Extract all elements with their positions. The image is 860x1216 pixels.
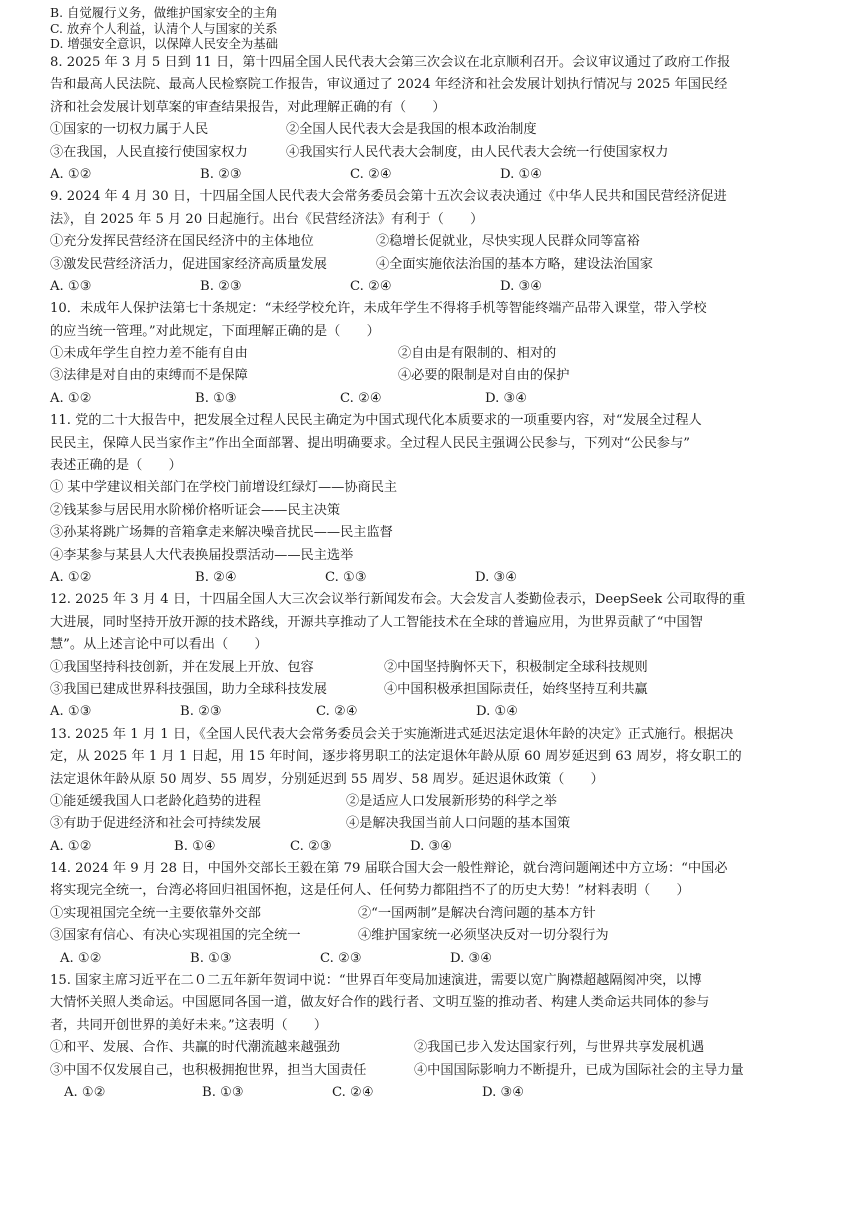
question-stem: 9. 2024 年 4 月 30 日，十四届全国人民代表大会常务委员会第十五次会议表决通过《中华人民共和国民营经济促进 [50, 189, 727, 205]
statement: ①充分发挥民营经济在国民经济中的主体地位 [50, 234, 314, 250]
question-stem: 民民主，保障人民当家作主”作出全面部署、提出明确要求。全过程人民民主强调公民参与，下列对“公民参与” [50, 435, 691, 451]
option-a: A. ①② [60, 950, 102, 966]
option-d: D. ③④ [410, 838, 453, 854]
question-stem: 慧”。从上述言论中可以看出（ ） [50, 637, 268, 653]
option-d: D. ③④ [500, 278, 543, 294]
statement: ③法律是对自由的束缚而不是保障 [50, 368, 248, 384]
question-stem: 告和最高人民法院、最高人民检察院工作报告，审议通过了 2024 年经济和社会发展计划执行情况与 2025 年国民经 [50, 77, 728, 93]
option-b: B. ②③ [200, 166, 242, 182]
statement: ①能延缓我国人口老龄化趋势的进程 [50, 793, 261, 809]
question-9 [50, 186, 820, 298]
answer-options [50, 836, 820, 858]
question-10 [50, 298, 820, 410]
option-d: D. ③④ [485, 390, 528, 406]
statement: ②稳增长促就业，尽快实现人民群众同等富裕 [376, 234, 640, 250]
option-d: D. ③④ [475, 569, 518, 585]
statement: ③我国已建成世界科技强国，助力全球科技发展 [50, 681, 327, 697]
statement: ④李某参与某县人大代表换届投票活动——民主选举 [50, 547, 354, 563]
statement: ②中国坚持胸怀天下，积极制定全球科技规则 [384, 659, 648, 675]
option-b: B. 自觉履行义务，做维护国家安全的主角 [50, 5, 278, 20]
question-14 [50, 858, 820, 970]
option-a: A. ①② [50, 390, 92, 406]
statement: ①国家的一切权力属于人民 [50, 122, 209, 138]
option-b: B. ②③ [180, 704, 222, 720]
statement: ④是解决我国当前人口问题的基本国策 [346, 816, 571, 832]
option-c: C. 放弃个人利益，认清个人与国家的关系 [50, 20, 278, 36]
statement-row [50, 1060, 820, 1082]
option-c: C. ②④ [332, 1084, 374, 1100]
question-stem: 表述正确的是（ ） [50, 458, 182, 474]
statement: ③激发民营经济活力，促进国家经济高质量发展 [50, 256, 327, 272]
question-stem: 13. 2025 年 1 月 1 日，《全国人民代表大会常务委员会关于实施渐进式延迟法定退休年龄的决定》正式施行。根据决 [50, 726, 734, 742]
statement-row [50, 1037, 820, 1059]
statement: ④中国国际影响力不断提升，已成为国际社会的主导力量 [414, 1062, 744, 1078]
option-b: B. ①④ [174, 838, 216, 854]
statement: ①我国坚持科技创新，并在发展上开放、包容 [50, 659, 314, 675]
option-a: A. ①② [50, 569, 92, 585]
option-b: B. ②③ [200, 278, 242, 294]
statement: ②是适应人口发展新形势的科学之举 [346, 793, 557, 809]
statement: ①和平、发展、合作、共赢的时代潮流越来越强劲 [50, 1040, 341, 1056]
question-stem: 8. 2025 年 3 月 5 日到 11 日，第十四届全国人民代表大会第三次会议在北京顺利召开。会议审议通过了政府工作报 [50, 55, 731, 70]
statement-row [50, 925, 820, 947]
option-b: B. ①③ [190, 950, 232, 966]
option-d: D. 增强安全意识，以保障人民安全为基础 [50, 36, 279, 52]
question-stem: 法定退休年龄从原 50 周岁、55 周岁，分别延迟到 55 周岁、58 周岁。延迟退休政策（ ） [50, 771, 604, 787]
statement: ③国家有信心、有决心实现祖国的完全统一 [50, 928, 301, 944]
option-d: D. ③④ [450, 950, 493, 966]
question-stem: 14. 2024 年 9 月 28 日，中国外交部长王毅在第 79 届联合国大会一般性辩论，就台湾问题阐述中方立场：“中国必 [50, 861, 728, 877]
statement-row [50, 791, 820, 813]
option-c: C. ②③ [290, 838, 332, 854]
option-b: B. ①③ [195, 390, 237, 406]
question-12 [50, 589, 820, 723]
option-c: C. ②③ [320, 950, 362, 966]
option-a: A. ①② [50, 838, 92, 854]
statement: ①未成年学生自控力差不能有自由 [50, 346, 248, 362]
answer-options [50, 948, 820, 970]
question-stem: 12. 2025 年 3 月 4 日，十四届全国人大三次会议举行新闻发布会。大会发言人娄勤俭表示，DeepSeek 公司取得的重 [50, 592, 746, 608]
answer-options [50, 276, 820, 298]
option-d: D. ①④ [476, 704, 519, 720]
option-c: C. ②④ [316, 704, 358, 720]
option-a: A. ①③ [50, 278, 92, 294]
question-stem: 15. 国家主席习近平在二０二五年新年贺词中说：“世界百年变局加速演进，需要以宽广胸襟超越隔阂冲突，以博 [50, 973, 702, 989]
option-a: A. ①② [64, 1084, 106, 1100]
option-c: C. ②④ [350, 166, 392, 182]
answer-options [50, 701, 820, 723]
question-stem: 济和社会发展计划草案的审查结果报告，对此理解正确的有（ ） [50, 99, 446, 115]
option-a: A. ①② [50, 166, 92, 182]
statement: ①实现祖国完全统一主要依靠外交部 [50, 905, 261, 921]
statement-row [50, 903, 820, 925]
option-b: B. ②④ [195, 569, 237, 585]
statement-row [50, 231, 820, 253]
answer-options [50, 567, 820, 589]
question-stem: 大进展，同时坚持开放开源的技术路线，开源共享推动了人工智能技术在全球的普遍应用，为世界贡献了“中国智 [50, 614, 703, 630]
statement: ① 某中学建议相关部门在学校门前增设红绿灯——协商民主 [50, 480, 398, 496]
question-stem: 的应当统一管理。”对此规定，下面理解正确的是（ ） [50, 323, 380, 339]
statement-row [50, 254, 820, 276]
question-stem: 者，共同开创世界的美好未来。”这表明（ ） [50, 1017, 328, 1033]
statement-row [50, 365, 820, 387]
statement: ④必要的限制是对自由的保护 [398, 368, 570, 384]
previous-question-options [50, 5, 278, 52]
statement-row [50, 813, 820, 835]
statement-row [50, 119, 820, 141]
statement-row [50, 142, 820, 164]
statement: ②我国已步入发达国家行列，与世界共享发展机遇 [414, 1040, 705, 1056]
question-stem: 大情怀关照人类命运。中国愿同各国一道，做友好合作的践行者、文明互鉴的推动者、构建人类命运共同体的参与 [50, 995, 710, 1011]
option-c: C. ②④ [350, 278, 392, 294]
statement: ②全国人民代表大会是我国的根本政治制度 [286, 122, 537, 138]
statement: ④维护国家统一必须坚决反对一切分裂行为 [358, 928, 609, 944]
statement: ③有助于促进经济和社会可持续发展 [50, 816, 261, 832]
statement: ③在我国，人民直接行使国家权力 [50, 144, 248, 160]
statement: ④全面实施依法治国的基本方略，建设法治国家 [376, 256, 653, 272]
question-stem: 11. 党的二十大报告中，把发展全过程人民民主确定为中国式现代化本质要求的一项重要内容，对“发展全过程人 [50, 413, 702, 429]
statement-row [50, 679, 820, 701]
statement: ②“一国两制”是解决台湾问题的基本方针 [358, 905, 596, 921]
answer-options [50, 164, 820, 186]
option-d: D. ③④ [482, 1084, 525, 1100]
question-15 [50, 970, 820, 1104]
option-b: B. ①③ [202, 1084, 244, 1100]
option-a: A. ①③ [50, 704, 92, 720]
question-stem: 10．未成年人保护法第七十条规定：“未经学校允许，未成年学生不得将手机等智能终端产品带入课堂，带入学校 [50, 301, 707, 317]
statement-row [50, 657, 820, 679]
question-8 [50, 52, 820, 186]
statement-row [50, 343, 820, 365]
answer-options [50, 1082, 820, 1104]
question-stem: 将实现完全统一，台湾必将回归祖国怀抱，这是任何人、任何势力都阻挡不了的历史大势！”材料表明（ ） [50, 883, 690, 899]
option-c: C. ①③ [325, 569, 367, 585]
question-stem: 法》，自 2025 年 5 月 20 日起施行。出台《民营经济法》有利于（ ） [50, 211, 484, 227]
question-list [50, 52, 820, 1104]
statement: ③中国不仅发展自己，也积极拥抱世界，担当大国责任 [50, 1062, 367, 1078]
statement: ④中国积极承担国际责任，始终坚持互利共赢 [384, 681, 648, 697]
option-c: C. ②④ [340, 390, 382, 406]
statement: ②钱某参与居民用水阶梯价格听证会——民主决策 [50, 502, 341, 518]
option-d: D. ①④ [500, 166, 543, 182]
question-13 [50, 724, 820, 858]
statement: ③孙某将跳广场舞的音箱拿走来解决噪音扰民——民主监督 [50, 525, 393, 541]
statement: ②自由是有限制的、相对的 [398, 346, 557, 362]
answer-options [50, 388, 820, 410]
question-11 [50, 410, 820, 589]
statement: ④我国实行人民代表大会制度，由人民代表大会统一行使国家权力 [286, 144, 669, 160]
question-stem: 定，从 2025 年 1 月 1 日起，用 15 年时间，逐步将男职工的法定退休年龄从原 60 周岁延迟到 63 周岁，将女职工的 [50, 749, 742, 765]
